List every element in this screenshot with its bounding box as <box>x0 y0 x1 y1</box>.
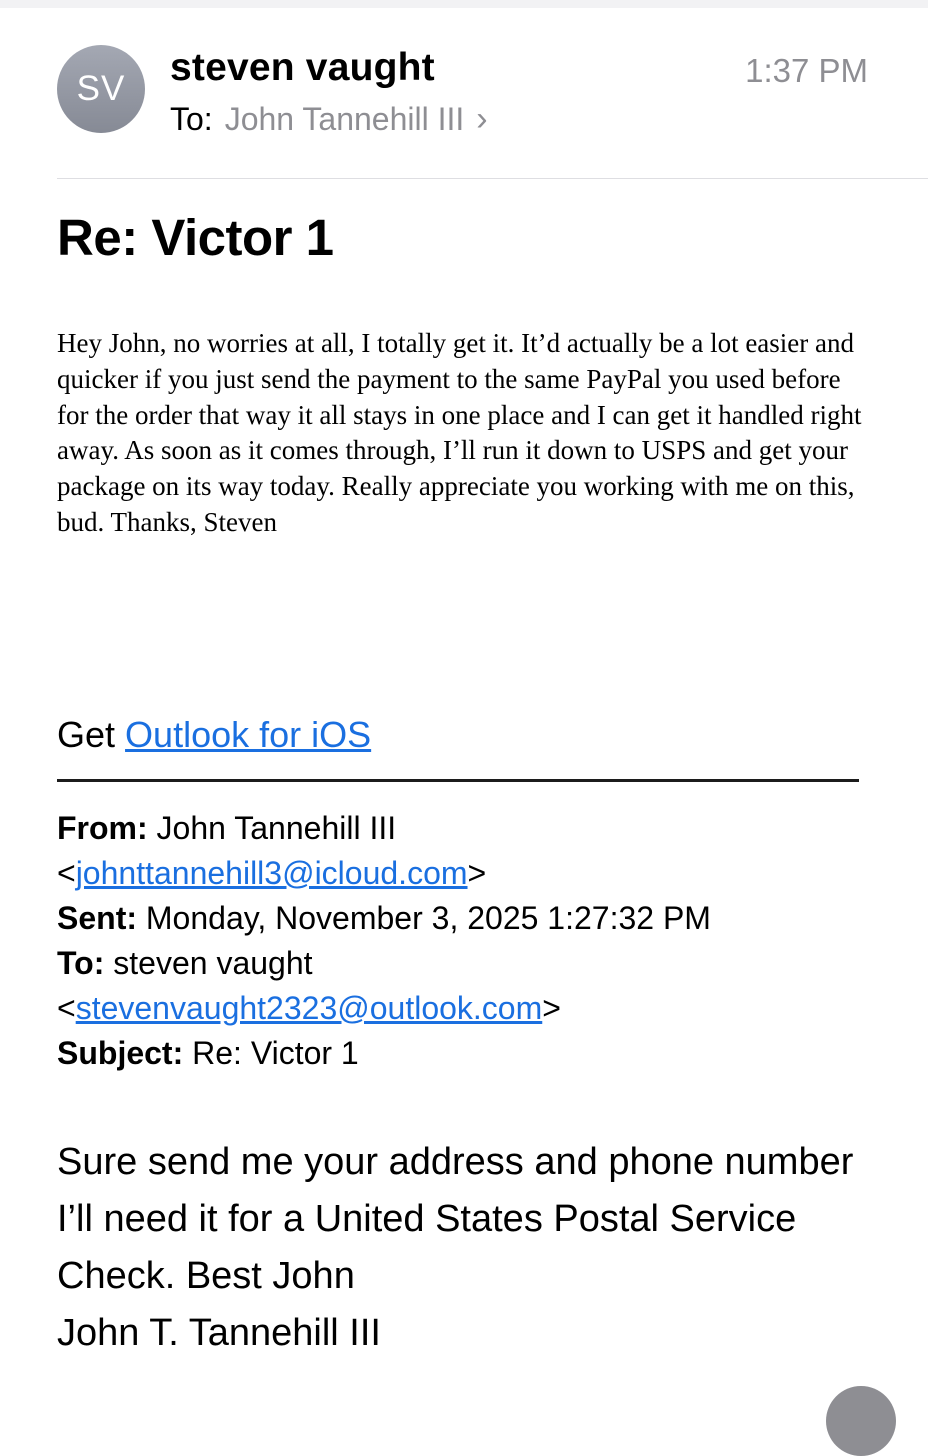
from-email-link[interactable]: johnttannehill3@icloud.com <box>75 855 468 891</box>
quoted-to <box>57 941 877 986</box>
sender-name[interactable]: steven vaught <box>170 46 435 89</box>
quoted-to-name: steven vaught <box>113 945 313 981</box>
quoted-to-email: <stevenvaught2323@outlook.com> <box>57 990 561 1026</box>
chevron-right-icon[interactable]: › <box>476 100 488 138</box>
floating-action-button[interactable] <box>826 1386 896 1456</box>
quoted-signature: John T. Tannehill III <box>57 1312 381 1354</box>
quoted-to-label: To: <box>57 945 105 981</box>
recipient-row[interactable] <box>170 100 488 139</box>
sent-label: Sent: <box>57 900 137 936</box>
quoted-subject-value: Re: Victor 1 <box>192 1035 359 1071</box>
outlook-ios-link[interactable]: Outlook for iOS <box>125 714 372 755</box>
quoted-from-email: <johnttannehill3@icloud.com> <box>57 855 487 891</box>
email-subject: Re: Victor 1 <box>57 209 334 266</box>
email-body: Hey John, no worries at all, I totally get it. It’d actually be a lot easier and quicker if you just send the payment to the same PayPal you used before for the order that way it all stays in one place and I can get it handled right away. As soon as it comes through, I’ll run it down to USPS and get your package on its way today. Really appreciate you working with me on this, bud. Thanks, Steven <box>57 328 862 537</box>
to-email-link[interactable]: stevenvaught2323@outlook.com <box>75 990 543 1026</box>
timestamp: 1:37 PM <box>745 52 868 89</box>
quote-divider <box>57 779 859 782</box>
quoted-subject <box>57 1031 877 1076</box>
sent-value: Monday, November 3, 2025 1:27:32 PM <box>145 900 711 936</box>
to-label: To: <box>170 101 213 137</box>
quoted-subject-label: Subject: <box>57 1035 184 1071</box>
signature-prefix: Get <box>57 714 116 755</box>
quoted-header <box>57 806 877 1076</box>
quoted-message <box>57 1134 887 1362</box>
from-label: From: <box>57 810 148 846</box>
signature <box>57 714 371 756</box>
quoted-from <box>57 806 877 851</box>
quoted-sent <box>57 896 877 941</box>
recipient-name[interactable]: John Tannehill III <box>224 101 465 137</box>
from-name: John Tannehill III <box>156 810 397 846</box>
top-strip <box>0 0 928 8</box>
quoted-message-text: Sure send me your address and phone number I’ll need it for a United States Postal Service Check. Best John <box>57 1141 854 1297</box>
avatar[interactable]: SV <box>57 45 145 133</box>
header-divider <box>57 178 928 179</box>
